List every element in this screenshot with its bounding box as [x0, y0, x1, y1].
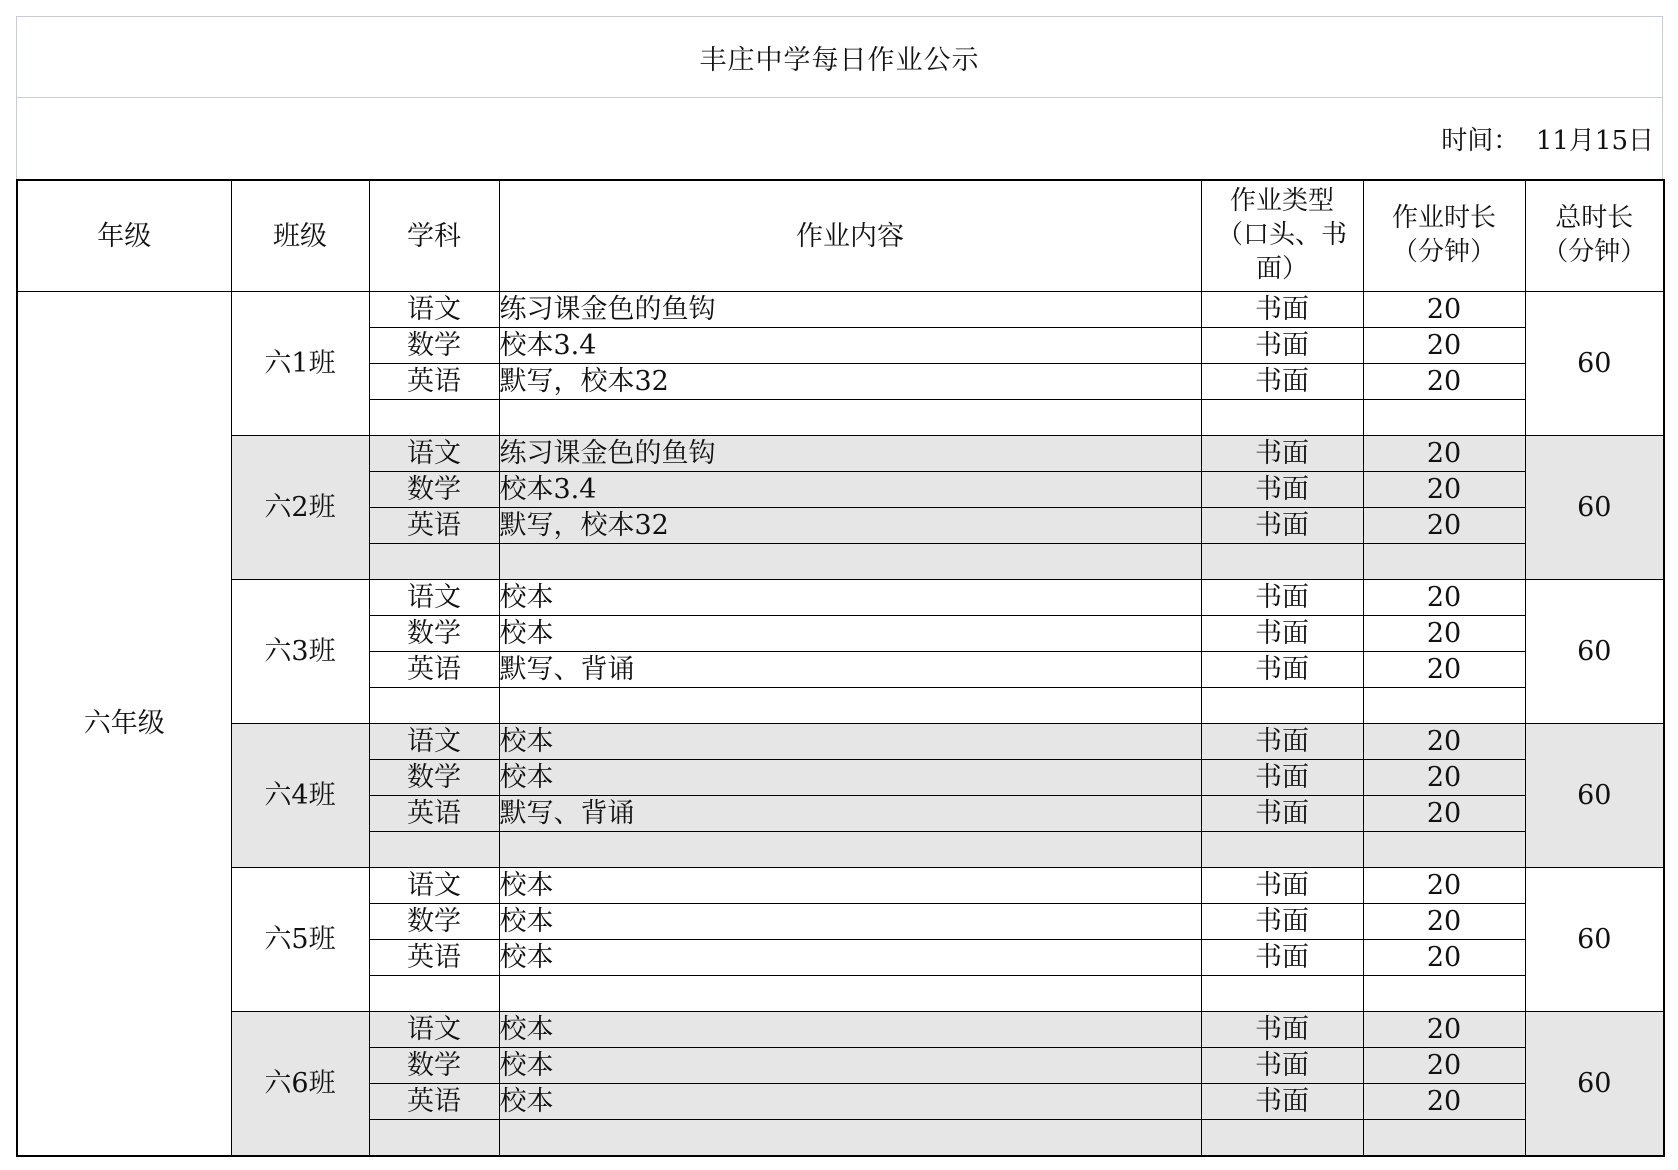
subject-cell: 数学: [369, 1048, 499, 1084]
content-cell: 默写，校本32: [499, 508, 1201, 544]
subject-cell: 数学: [369, 328, 499, 364]
empty-cell: [1363, 1120, 1525, 1157]
table-row: [17, 580, 1664, 616]
minutes-cell: 20: [1363, 868, 1525, 904]
grade-cell: 六年级: [17, 292, 231, 1157]
table-row: [17, 724, 1664, 760]
subject-cell: 英语: [369, 508, 499, 544]
type-cell: 书面: [1201, 580, 1363, 616]
content-cell: 校本: [499, 760, 1201, 796]
empty-cell: [1201, 688, 1363, 724]
header-type: [1201, 180, 1363, 292]
subject-cell: 数学: [369, 472, 499, 508]
table-row: [17, 1012, 1664, 1048]
empty-cell: [1201, 832, 1363, 868]
subject-cell: 语文: [369, 724, 499, 760]
minutes-cell: 20: [1363, 472, 1525, 508]
subject-cell: 语文: [369, 580, 499, 616]
minutes-cell: 20: [1363, 724, 1525, 760]
empty-cell: [499, 1120, 1201, 1157]
subject-cell: 英语: [369, 364, 499, 400]
type-cell: 书面: [1201, 940, 1363, 976]
content-cell: 校本: [499, 616, 1201, 652]
type-cell: 书面: [1201, 472, 1363, 508]
total-cell: 60: [1525, 868, 1664, 1012]
header-subject: 学科: [369, 180, 499, 292]
table-row: [17, 292, 1664, 328]
header-duration-line1: 作业时长: [1391, 203, 1496, 234]
class-name-cell: 六2班: [231, 436, 369, 580]
content-cell: 校本3.4: [499, 328, 1201, 364]
content-cell: 校本3.4: [499, 472, 1201, 508]
type-cell: 书面: [1201, 328, 1363, 364]
table-row: [17, 868, 1664, 904]
subject-cell: 语文: [369, 292, 499, 328]
date-row: [16, 98, 1663, 179]
class-name-cell: 六6班: [231, 1012, 369, 1157]
type-cell: 书面: [1201, 1012, 1363, 1048]
content-cell: 默写、背诵: [499, 796, 1201, 832]
type-cell: 书面: [1201, 436, 1363, 472]
type-cell: 书面: [1201, 652, 1363, 688]
empty-cell: [369, 976, 499, 1012]
empty-cell: [1363, 544, 1525, 580]
type-cell: 书面: [1201, 724, 1363, 760]
minutes-cell: 20: [1363, 436, 1525, 472]
header-duration: [1363, 180, 1525, 292]
empty-cell: [1363, 400, 1525, 436]
subject-cell: 语文: [369, 1012, 499, 1048]
type-cell: 书面: [1201, 904, 1363, 940]
content-cell: 默写、背诵: [499, 652, 1201, 688]
header-class: 班级: [231, 180, 369, 292]
empty-cell: [369, 544, 499, 580]
empty-cell: [1201, 1120, 1363, 1157]
minutes-cell: 20: [1363, 760, 1525, 796]
minutes-cell: 20: [1363, 328, 1525, 364]
header-total: [1525, 180, 1664, 292]
empty-cell: [369, 400, 499, 436]
date-label: 时间：: [1441, 126, 1520, 156]
minutes-cell: 20: [1363, 940, 1525, 976]
subject-cell: 语文: [369, 868, 499, 904]
subject-cell: 语文: [369, 436, 499, 472]
empty-cell: [499, 832, 1201, 868]
header-grade: 年级: [17, 180, 231, 292]
content-cell: 校本: [499, 580, 1201, 616]
header-type-line1: 作业类型: [1229, 186, 1334, 217]
type-cell: 书面: [1201, 760, 1363, 796]
subject-cell: 英语: [369, 652, 499, 688]
total-cell: 60: [1525, 292, 1664, 436]
total-cell: 60: [1525, 724, 1664, 868]
content-cell: 校本: [499, 940, 1201, 976]
empty-cell: [499, 400, 1201, 436]
empty-cell: [499, 976, 1201, 1012]
minutes-cell: 20: [1363, 292, 1525, 328]
type-cell: 书面: [1201, 868, 1363, 904]
subject-cell: 数学: [369, 904, 499, 940]
empty-cell: [1201, 544, 1363, 580]
minutes-cell: 20: [1363, 616, 1525, 652]
homework-sheet: [16, 16, 1663, 1157]
type-cell: 书面: [1201, 364, 1363, 400]
minutes-cell: 20: [1363, 580, 1525, 616]
class-name-cell: 六1班: [231, 292, 369, 436]
header-total-line2: （分钟）: [1542, 237, 1647, 267]
minutes-cell: 20: [1363, 796, 1525, 832]
empty-cell: [1201, 976, 1363, 1012]
empty-cell: [1363, 832, 1525, 868]
homework-table: [16, 179, 1665, 1157]
type-cell: 书面: [1201, 508, 1363, 544]
content-cell: 校本: [499, 724, 1201, 760]
header-type-line3: 面）: [1255, 253, 1308, 284]
content-cell: 校本: [499, 1084, 1201, 1120]
type-cell: 书面: [1201, 796, 1363, 832]
subject-cell: 数学: [369, 760, 499, 796]
total-cell: 60: [1525, 1012, 1664, 1157]
header-row: [17, 180, 1664, 292]
type-cell: 书面: [1201, 1048, 1363, 1084]
page-title-row: [16, 16, 1663, 98]
total-cell: 60: [1525, 436, 1664, 580]
content-cell: 练习课金色的鱼钩: [499, 436, 1201, 472]
content-cell: 练习课金色的鱼钩: [499, 292, 1201, 328]
content-cell: 默写，校本32: [499, 364, 1201, 400]
content-cell: 校本: [499, 868, 1201, 904]
header-type-line2: （口头、书: [1216, 220, 1347, 251]
minutes-cell: 20: [1363, 1012, 1525, 1048]
minutes-cell: 20: [1363, 1048, 1525, 1084]
empty-cell: [1201, 400, 1363, 436]
table-row: [17, 436, 1664, 472]
type-cell: 书面: [1201, 292, 1363, 328]
empty-cell: [1363, 976, 1525, 1012]
content-cell: 校本: [499, 904, 1201, 940]
date-value: 11月15日: [1535, 126, 1654, 156]
minutes-cell: 20: [1363, 364, 1525, 400]
minutes-cell: 20: [1363, 904, 1525, 940]
empty-cell: [1363, 688, 1525, 724]
minutes-cell: 20: [1363, 1084, 1525, 1120]
subject-cell: 英语: [369, 796, 499, 832]
empty-cell: [369, 1120, 499, 1157]
page-title: 丰庄中学每日作业公示: [699, 44, 980, 76]
content-cell: 校本: [499, 1012, 1201, 1048]
minutes-cell: 20: [1363, 652, 1525, 688]
subject-cell: 数学: [369, 616, 499, 652]
subject-cell: 英语: [369, 1084, 499, 1120]
type-cell: 书面: [1201, 616, 1363, 652]
empty-cell: [369, 688, 499, 724]
type-cell: 书面: [1201, 1084, 1363, 1120]
subject-cell: 英语: [369, 940, 499, 976]
empty-cell: [369, 832, 499, 868]
minutes-cell: 20: [1363, 508, 1525, 544]
total-cell: 60: [1525, 580, 1664, 724]
empty-cell: [499, 544, 1201, 580]
empty-cell: [499, 688, 1201, 724]
content-cell: 校本: [499, 1048, 1201, 1084]
header-duration-line2: （分钟）: [1391, 237, 1496, 267]
header-total-line1: 总时长: [1555, 203, 1634, 234]
class-name-cell: 六4班: [231, 724, 369, 868]
class-name-cell: 六3班: [231, 580, 369, 724]
class-name-cell: 六5班: [231, 868, 369, 1012]
header-content: 作业内容: [499, 180, 1201, 292]
